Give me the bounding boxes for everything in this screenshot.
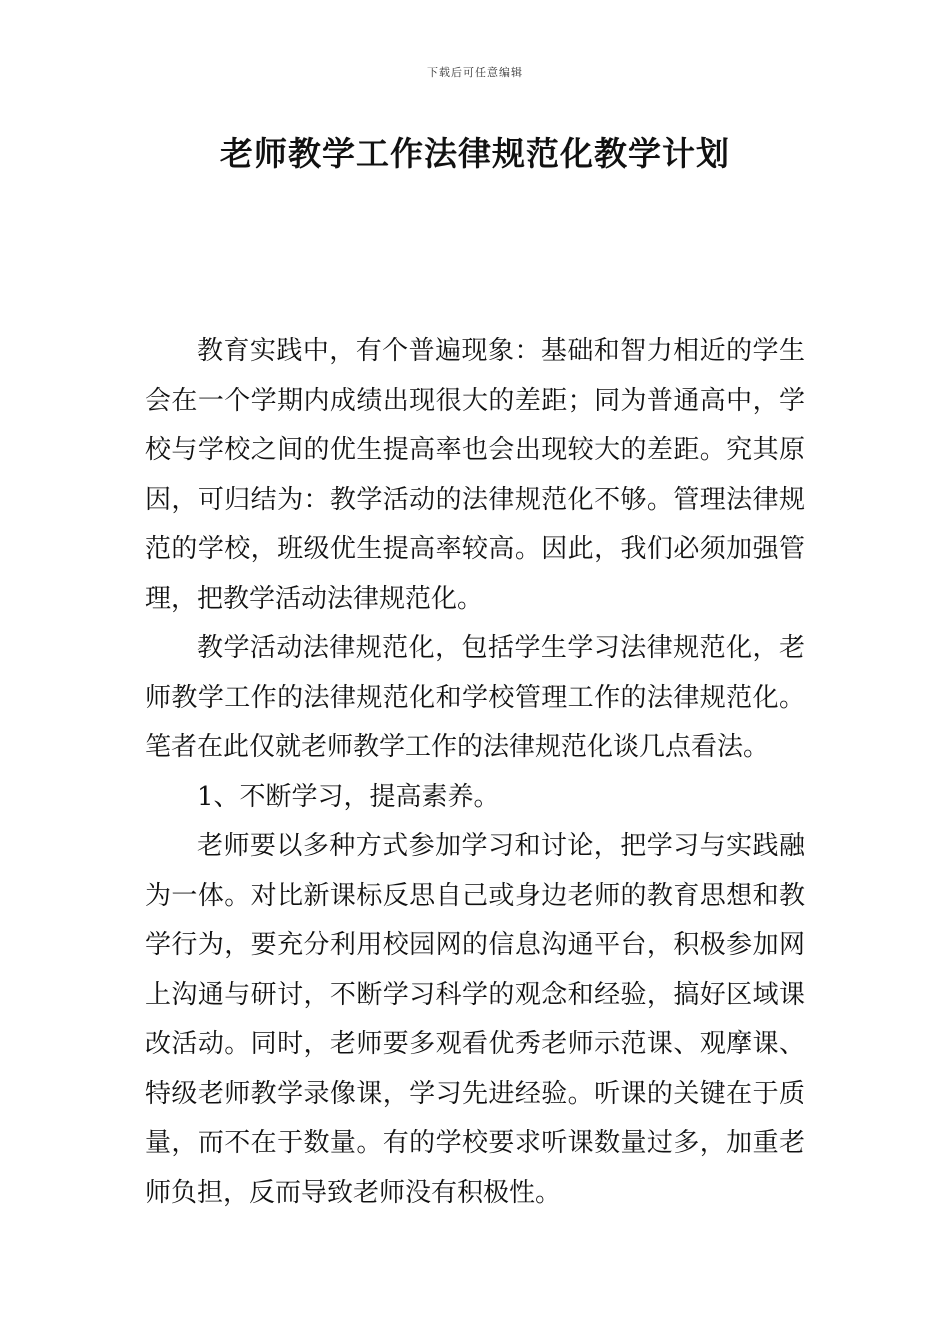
document-body xyxy=(145,327,805,1218)
paragraph: 老师要以多种方式参加学习和讨论，把学习与实践融为一体。对比新课标反思自己或身边老师的教育思想和教学行为，要充分利用校园网的信息沟通平台，积极参加网上沟通与研讨，不断学习科学的观念和经验，搞好区域课改活动。同时，老师要多观看优秀老师示范课、观摩课、特级老师教学录像课，学习先进经验。听课的关键在于质量，而不在于数量。有的学校要求听课数量过多，加重老师负担，反而导致老师没有积极性。 xyxy=(145,831,805,1208)
section-heading: 1、不断学习，提高素养。 xyxy=(197,781,500,812)
document-title: 老师教学工作法律规范化教学计划 xyxy=(220,134,730,173)
paragraph: 教学活动法律规范化，包括学生学习法律规范化，老师教学工作的法律规范化和学校管理工作的法律规范化。笔者在此仅就老师教学工作的法律规范化谈几点看法。 xyxy=(145,633,805,762)
header-note: 下载后可任意编辑 xyxy=(427,66,523,79)
paragraph: 教育实践中，有个普遍现象：基础和智力相近的学生会在一个学期内成绩出现很大的差距；同为普通高中，学校与学校之间的优生提高率也会出现较大的差距。究其原因，可归结为：教学活动的法律规范化不够。管理法律规范的学校，班级优生提高率较高。因此，我们必须加强管理，把教学活动法律规范化。 xyxy=(145,336,805,614)
